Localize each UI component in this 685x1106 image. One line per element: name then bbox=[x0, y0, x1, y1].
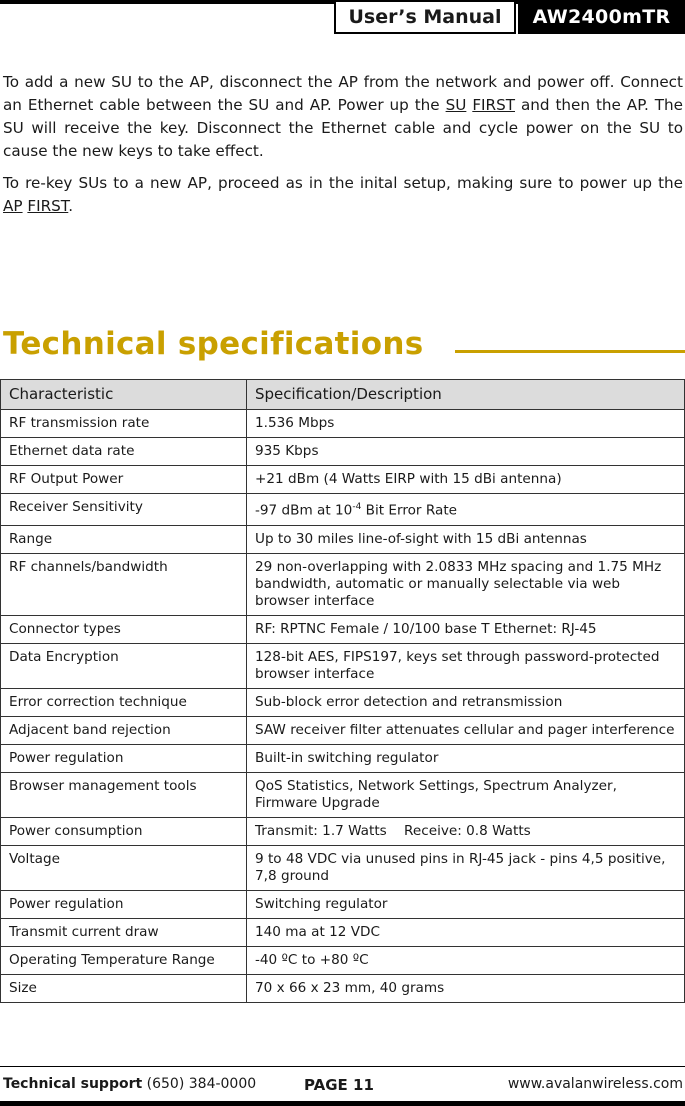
footer-support bbox=[3, 1076, 256, 1092]
footer-bar bbox=[0, 1101, 685, 1106]
p1-text-b: and then the AP. The SU will receive the key. Disconnect the Ethernet cable and cycle power on the SU to cause the new keys to take effect. bbox=[3, 96, 683, 160]
p1-su: SU bbox=[445, 96, 467, 114]
row-label: Ethernet data rate bbox=[1, 438, 247, 466]
row-label: RF transmission rate bbox=[1, 410, 247, 438]
table-row bbox=[1, 466, 685, 494]
row-label: Range bbox=[1, 525, 247, 553]
row-label: Power consumption bbox=[1, 817, 247, 845]
row-value: -40 ºC to +80 ºC bbox=[247, 946, 685, 974]
row-value bbox=[247, 494, 685, 526]
table-row bbox=[1, 890, 685, 918]
row-value: RF: RPTNC Female / 10/100 base T Ethernet: RJ-45 bbox=[247, 615, 685, 643]
header-specification: Specification/Description bbox=[247, 380, 685, 410]
section-title: Technical specifications bbox=[3, 326, 424, 362]
support-phone: (650) 384-0000 bbox=[142, 1076, 257, 1092]
row-label: Receiver Sensitivity bbox=[1, 494, 247, 526]
table-row bbox=[1, 845, 685, 890]
row-label: Connector types bbox=[1, 615, 247, 643]
table-row bbox=[1, 525, 685, 553]
paragraph-add-su bbox=[3, 71, 683, 163]
row-value: +21 dBm (4 Watts EIRP with 15 dBi antenna) bbox=[247, 466, 685, 494]
row-label: Power regulation bbox=[1, 890, 247, 918]
p2-ap: AP bbox=[3, 197, 23, 215]
support-label: Technical support bbox=[3, 1076, 143, 1092]
table-row bbox=[1, 688, 685, 716]
row-value: 29 non-overlapping with 2.0833 MHz spacing and 1.75 MHz bandwidth, automatic or manually selectable via web browser interface bbox=[247, 553, 685, 615]
p2-text-a: To re-key SUs to a new AP, proceed as in the inital setup, making sure to power up the bbox=[3, 174, 683, 192]
table-row bbox=[1, 438, 685, 466]
row-label: RF Output Power bbox=[1, 466, 247, 494]
row-value: Transmit: 1.7 Watts Receive: 0.8 Watts bbox=[247, 817, 685, 845]
row-value: Switching regulator bbox=[247, 890, 685, 918]
row-value: 140 ma at 12 VDC bbox=[247, 918, 685, 946]
table-row bbox=[1, 772, 685, 817]
table-row bbox=[1, 974, 685, 1002]
header-characteristic: Characteristic bbox=[1, 380, 247, 410]
row-label: Size bbox=[1, 974, 247, 1002]
table-row bbox=[1, 716, 685, 744]
row-label: Power regulation bbox=[1, 744, 247, 772]
row-value: 70 x 66 x 23 mm, 40 grams bbox=[247, 974, 685, 1002]
table-header-row bbox=[1, 380, 685, 410]
row-label: Adjacent band rejection bbox=[1, 716, 247, 744]
p1-text-a: To add a new SU to the AP, disconnect the AP from the network and power off. Connect an Ethernet cable between the SU and AP. Power up the bbox=[3, 73, 683, 114]
row-label: Error correction technique bbox=[1, 688, 247, 716]
table-row bbox=[1, 817, 685, 845]
table-row bbox=[1, 946, 685, 974]
row-label: Voltage bbox=[1, 845, 247, 890]
row-value: SAW receiver filter attenuates cellular and pager interference bbox=[247, 716, 685, 744]
row-value: QoS Statistics, Network Settings, Spectrum Analyzer, Firmware Upgrade bbox=[247, 772, 685, 817]
row-value: 1.536 Mbps bbox=[247, 410, 685, 438]
row-label: Operating Temperature Range bbox=[1, 946, 247, 974]
table-row bbox=[1, 410, 685, 438]
title-rule bbox=[455, 350, 685, 353]
row-value: Built-in switching regulator bbox=[247, 744, 685, 772]
table-row bbox=[1, 494, 685, 526]
row-label: RF channels/bandwidth bbox=[1, 553, 247, 615]
row-value-main: -97 dBm at 10 bbox=[255, 502, 353, 519]
row-value-tail: Bit Error Rate bbox=[361, 502, 458, 519]
table-row bbox=[1, 744, 685, 772]
table-row bbox=[1, 615, 685, 643]
table-row bbox=[1, 918, 685, 946]
row-label: Data Encryption bbox=[1, 643, 247, 688]
p2-first: FIRST bbox=[27, 197, 69, 215]
table-row bbox=[1, 643, 685, 688]
manual-label: User’s Manual bbox=[334, 0, 516, 34]
footer-rule bbox=[0, 1066, 685, 1067]
row-value: Up to 30 miles line-of-sight with 15 dBi antennas bbox=[247, 525, 685, 553]
p1-first: FIRST bbox=[472, 96, 515, 114]
model-label: AW2400mTR bbox=[518, 0, 685, 34]
website-link[interactable]: www.avalanwireless.com bbox=[507, 1076, 683, 1092]
row-label: Transmit current draw bbox=[1, 918, 247, 946]
row-value-exponent: -4 bbox=[352, 502, 362, 512]
row-label: Browser management tools bbox=[1, 772, 247, 817]
row-value: 935 Kbps bbox=[247, 438, 685, 466]
row-value: 128-bit AES, FIPS197, keys set through password-protected browser interface bbox=[247, 643, 685, 688]
paragraph-rekey bbox=[3, 172, 683, 218]
row-value: Sub-block error detection and retransmission bbox=[247, 688, 685, 716]
table-row bbox=[1, 553, 685, 615]
page-number: PAGE 11 bbox=[304, 1076, 374, 1094]
row-value: 9 to 48 VDC via unused pins in RJ-45 jack - pins 4,5 positive, 7,8 ground bbox=[247, 845, 685, 890]
p2-text-b: . bbox=[68, 197, 74, 215]
spec-table bbox=[0, 379, 685, 1003]
